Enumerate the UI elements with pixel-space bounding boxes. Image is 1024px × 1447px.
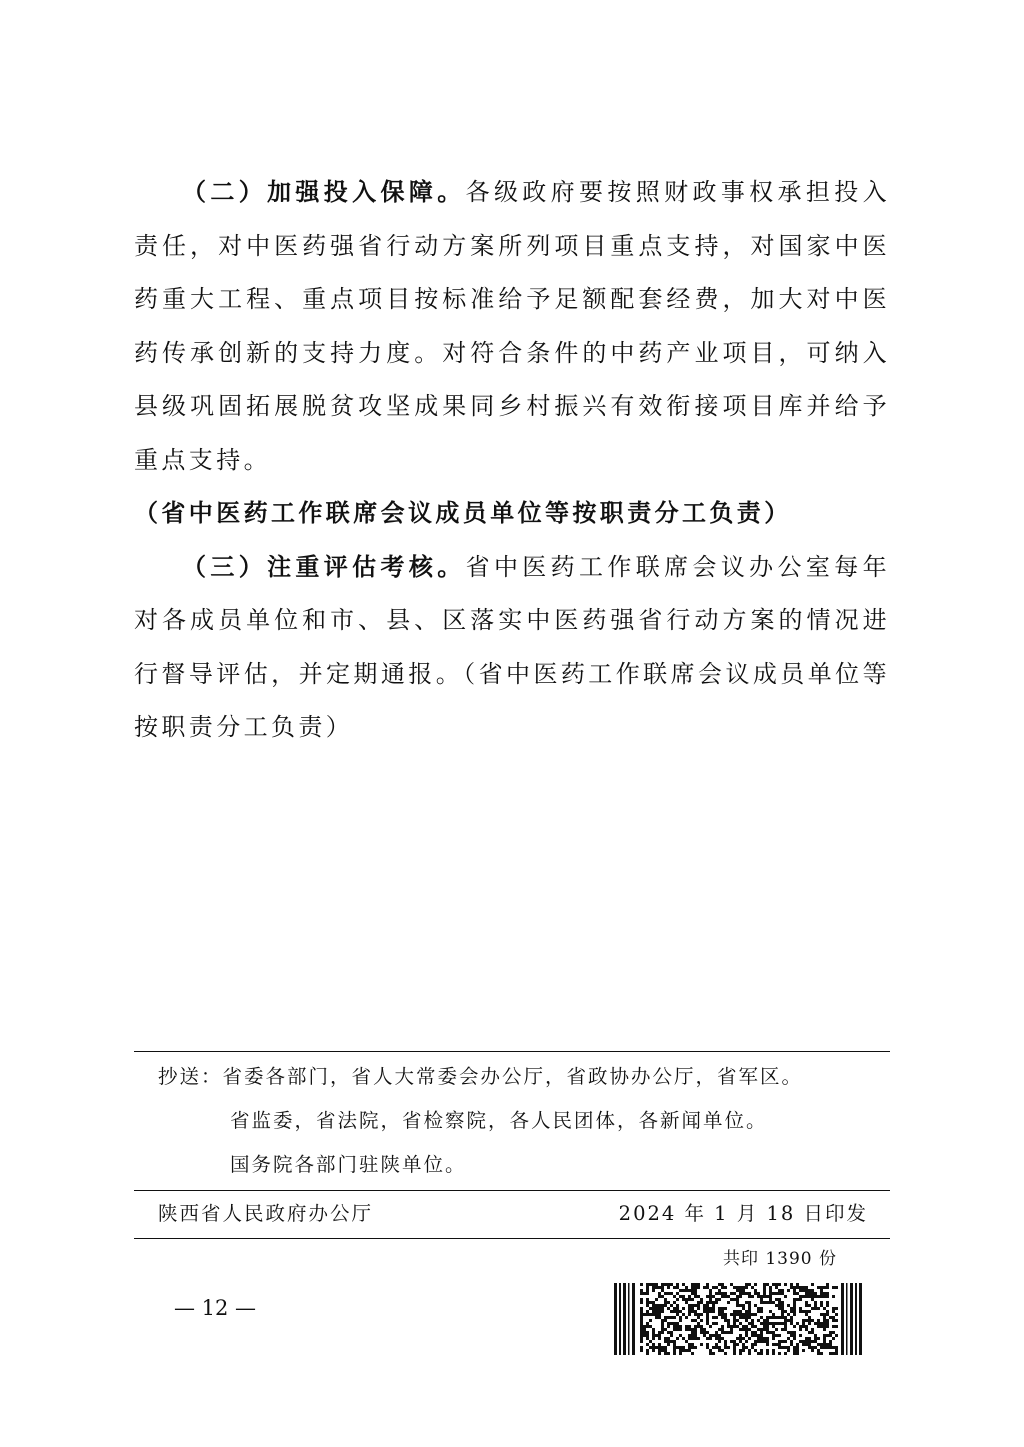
section-3-heading: （三）注重评估考核。 <box>182 552 466 581</box>
issuer-top-rule <box>134 1190 890 1191</box>
issuer-bottom-rule <box>134 1238 890 1239</box>
section-2-paragraph <box>134 166 890 487</box>
cc-recipients-1: 省委各部门，省人大常委会办公厅，省政协办公厅，省军区。 <box>222 1065 804 1088</box>
issuer-line <box>158 1196 868 1232</box>
section-3-paragraph <box>134 541 890 755</box>
cc-block <box>158 1055 878 1187</box>
copies-count: 共印 1390 份 <box>722 1249 838 1269</box>
cc-line-1 <box>158 1055 878 1099</box>
issue-date: 2024 年 1 月 18 日印发 <box>618 1202 868 1225</box>
cc-line-2: 省监委，省法院，省检察院，各人民团体，各新闻单位。 <box>230 1109 768 1132</box>
page-number: — 12 — <box>173 1296 257 1320</box>
section-2-heading: （二）加强投入保障。 <box>182 178 466 206</box>
issuer-name: 陕西省人民政府办公厅 <box>158 1202 374 1225</box>
cc-line-3: 国务院各部门驻陕单位。 <box>230 1153 467 1176</box>
cc-label: 抄送： <box>158 1065 223 1088</box>
section-2-responsibility-line <box>134 487 890 541</box>
section-3-text: 省中医药工作联席会议办公室每年对各成员单位和市、县、区落实中医药强省行动方案的情况进行督导评估，并定期通报。（省中医药工作联席会议成员单位等按职责分工负责） <box>134 552 891 741</box>
cc-top-rule <box>134 1051 890 1052</box>
document-body <box>134 166 890 755</box>
barcode-icon <box>614 1283 862 1355</box>
section-2-responsibility: （省中医药工作联席会议成员单位等按职责分工负责） <box>134 499 792 527</box>
section-2-text: 各级政府要按照财政事权承担投入责任，对中医药强省行动方案所列项目重点支持，对国家中医药重大工程、重点项目按标准给予足额配套经费，加大对中医药传承创新的支持力度。对符合条件的中药产业项目，可纳入县级巩固拓展脱贫攻坚成果同乡村振兴有效衔接项目库并给予重点支持。 <box>134 178 891 474</box>
